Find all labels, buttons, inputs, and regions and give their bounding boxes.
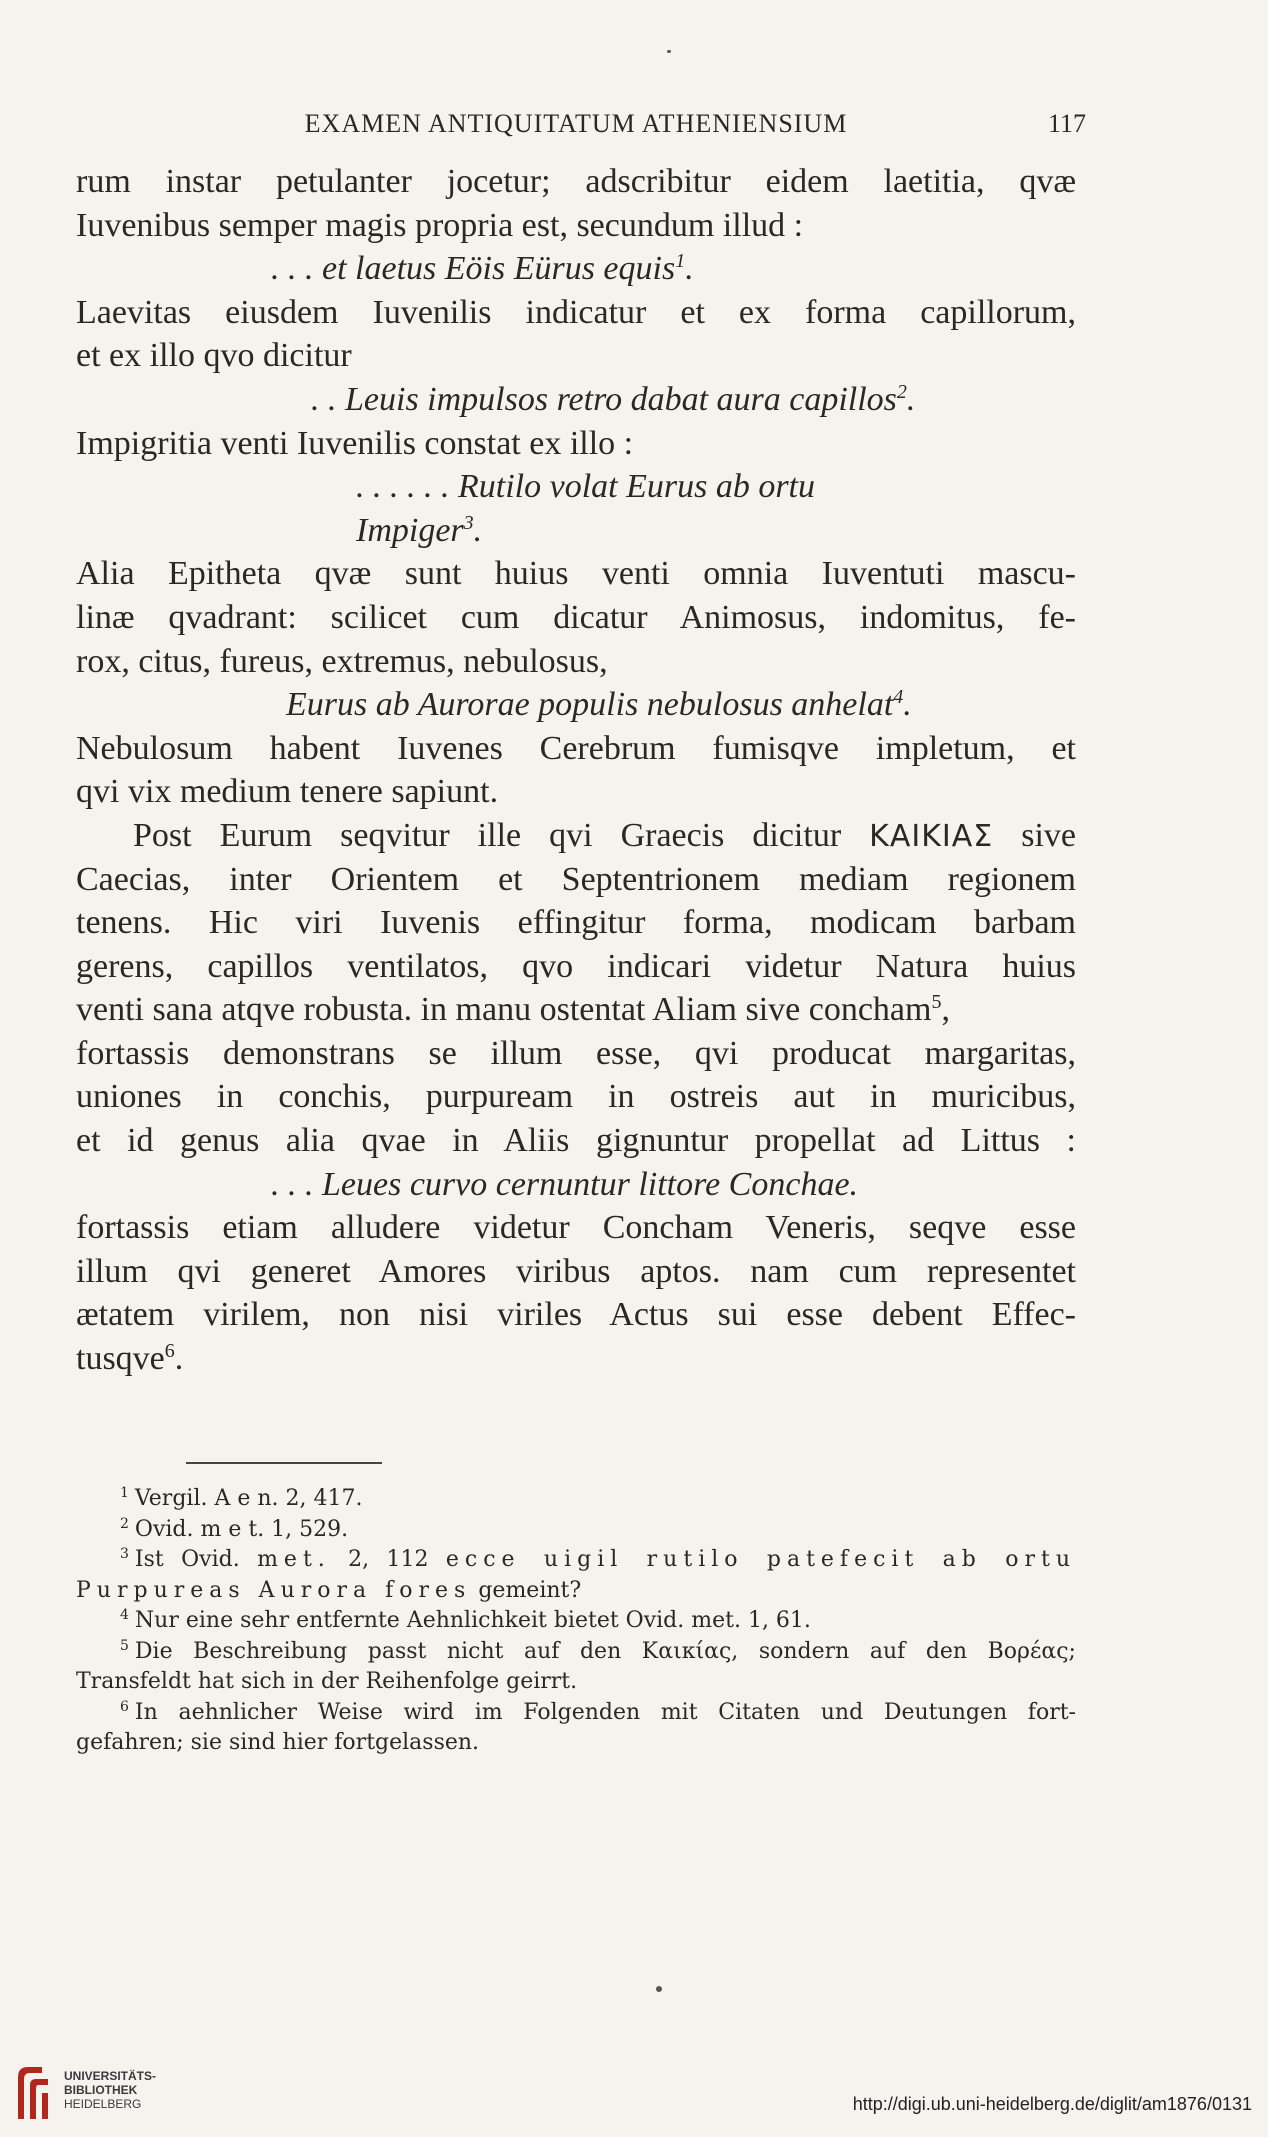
page-number: 117 [1047,109,1086,138]
library-emblem-icon [14,2063,52,2121]
footnote: $^2$ Ovid. m e t. 1, 529. [120,1515,349,1542]
running-header [76,106,1086,142]
text-line: et id genus alia qvae in Aliis gignuntur propellat ad Littus : [76,1122,1076,1160]
text-line: Caecias, inter Orientem et Septentrionem mediam regionem [76,860,1076,898]
quote-line: . . Leuis impulsos retro dabat aura capillos$^2$. [311,380,916,418]
text-line: Nebulosum habent Iuvenes Cerebrum fumisqve impletum, et [76,729,1076,767]
text-line: venti sana atqve robusta. in manu ostentat Aliam sive concham$^5$, [76,991,950,1029]
text-line: tenens. Hic viri Iuvenis effingitur forma, modicam barbam [76,904,1076,942]
text-line: linæ qvadrant: scilicet cum dicatur Animosus, indomitus, fe- [76,598,1076,636]
footnote-continuation: Transfeldt hat sich in der Reihenfolge geirrt. [76,1669,578,1694]
text-line: Post Eurum seqvitur ille qvi Graecis dicitur ΚΑΙΚΙΑΣ sive [133,816,1077,854]
text-line: fortassis demonstrans se illum esse, qvi producat margaritas, [76,1034,1076,1072]
footnote: $^1$ Vergil. A e n. 2, 417. [120,1485,363,1511]
footnote-continuation: gefahren; sie sind hier fortgelassen. [76,1730,480,1755]
footnote-divider [186,1462,382,1464]
text-line: illum qvi generet Amores viribus aptos. nam cum representet [76,1252,1076,1290]
text-line: gerens, capillos ventilatos, qvo indicari videtur Natura huius [76,947,1076,985]
header-title: EXAMEN ANTIQUITATUM ATHENIENSIUM [304,109,848,138]
text-line: ætatem virilem, non nisi viriles Actus sui esse debent Effec- [76,1296,1076,1334]
footnote: $^4$ Nur eine sehr entfernte Aehnlichkeit bietet Ovid. met. 1, 61. [120,1607,811,1633]
greek-word: ΚΑΙΚΙΑΣ [869,818,994,854]
source-url[interactable]: http://digi.ub.uni-heidelberg.de/diglit/am1876/0131 [852,2094,1252,2114]
footnote: $^6$ In aehnlicher Weise wird im Folgenden mit Citaten und Deutungen fort- [120,1698,1076,1725]
main-text [76,160,1076,1381]
text-line: tusqve$^6$. [76,1340,184,1378]
text-line: Alia Epitheta qvæ sunt huius venti omnia Iuventuti mascu- [76,555,1076,593]
text-line: qvi vix medium tenere sapiunt. [76,773,499,811]
footnotes [76,1484,1076,1759]
quote-line: Eurus ab Aurorae populis nebulosus anhelat$^4$. [286,686,912,724]
text-line: Impigritia venti Iuvenilis constat ex illo : [76,424,634,462]
text-line: Iuvenibus semper magis propria est, secundum illud : [76,206,804,244]
footnote: $^5$ Die Beschreibung passt nicht auf den Καικίας, sondern auf den Βορέας; [120,1637,1076,1664]
scan-speck [667,50,671,53]
text-line: fortassis etiam alludere videtur Concham Veneris, seqve esse [76,1209,1076,1247]
quote-line: Impiger$^3$. [356,511,483,549]
text-line: rum instar petulanter jocetur; adscribitur eidem laetitia, qvæ [76,163,1076,200]
text-line: et ex illo qvo dicitur [76,337,352,375]
text-line: Laevitas eiusdem Iuvenilis indicatur et ex forma capillorum, [76,293,1076,331]
quote-line: . . . . . . Rutilo volat Eurus ab ortu [356,468,815,506]
footnote-continuation: Purpureas Aurora fores gemeint? [76,1577,582,1603]
footnote: $^3$ Ist Ovid. met. 2, 112 ecce uigil rutilo patefecit ab ortu [120,1546,1076,1572]
library-logo [14,2063,164,2123]
library-name: UNIVERSITÄTS- BIBLIOTHEK HEIDELBERG [64,2069,157,2111]
text-line: uniones in conchis, purpuream in ostreis aut in muricibus, [76,1078,1076,1116]
quote-line: . . . et laetus Eöis Eürus equis$^1$. [271,250,694,288]
text-line: rox, citus, fureus, extremus, nebulosus, [76,642,608,680]
quote-line: . . . Leues curvo cernuntur littore Conchae. [271,1165,859,1203]
scan-speck [656,1986,662,1992]
